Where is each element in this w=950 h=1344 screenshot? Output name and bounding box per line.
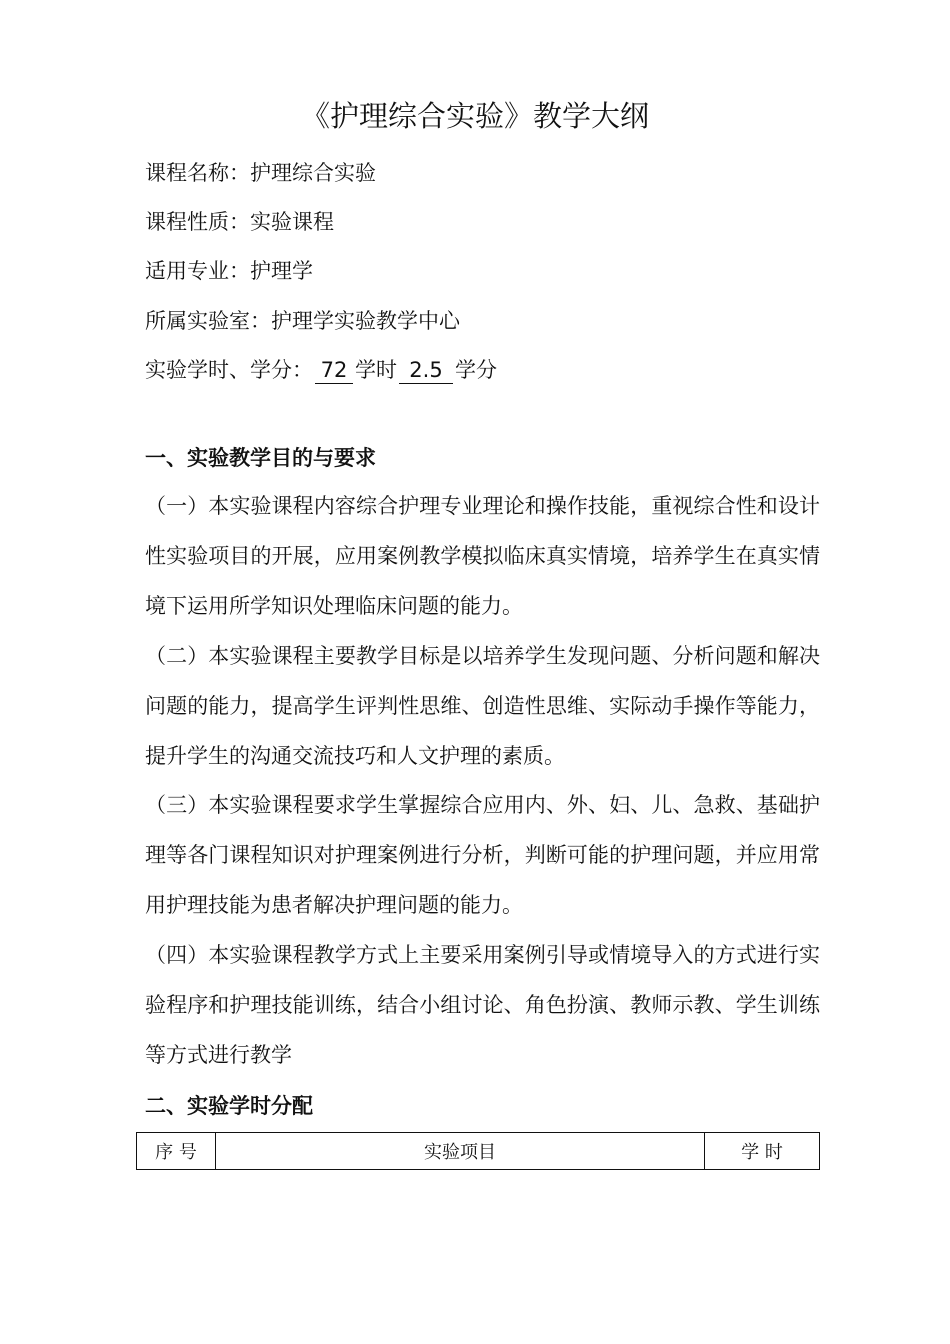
- section1-heading: 一、实验教学目的与要求: [145, 446, 376, 470]
- hours-credit-line: [145, 355, 497, 385]
- major-value: 护理学: [250, 259, 313, 283]
- course-nature-label: 课程性质：: [145, 210, 250, 234]
- course-nature-line: [145, 207, 334, 237]
- course-nature-value: 实验课程: [250, 210, 334, 234]
- lab-line: [145, 306, 460, 336]
- course-name-label: 课程名称：: [145, 161, 250, 185]
- lab-value: 护理学实验教学中心: [271, 309, 460, 333]
- document-title: 《护理综合实验》教学大纲: [300, 99, 649, 133]
- hours-allocation-table: [136, 1132, 820, 1170]
- major-line: [145, 256, 313, 286]
- lab-label: 所属实验室：: [145, 309, 271, 333]
- table-header-project: 实验项目: [216, 1133, 705, 1170]
- section1-paragraph-2: （二）本实验课程主要教学目标是以培养学生发现问题、分析问题和解决问题的能力，提高学生评判性思维、创造性思维、实际动手操作等能力，提升学生的沟通交流技巧和人文护理的素质。: [145, 644, 820, 768]
- section1-paragraph-4: （四）本实验课程教学方式上主要采用案例引导或情境导入的方式进行实验程序和护理技能训练，结合小组讨论、角色扮演、教师示教、学生训练等方式进行教学: [145, 943, 820, 1067]
- hours-unit: 学时: [355, 358, 397, 382]
- course-name-line: [145, 158, 376, 188]
- credit-unit: 学分: [455, 358, 497, 382]
- major-label: 适用专业：: [145, 259, 250, 283]
- section1-paragraph-3: （三）本实验课程要求学生掌握综合应用内、外、妇、儿、急救、基础护理等各门课程知识对护理案例进行分析，判断可能的护理问题，并应用常用护理技能为患者解决护理问题的能力。: [145, 793, 820, 917]
- course-name-value: 护理综合实验: [250, 161, 376, 185]
- credit-value: 2.5: [399, 357, 453, 384]
- table-header-hours: 学 时: [705, 1133, 820, 1170]
- section1-paragraph-1: （一）本实验课程内容综合护理专业理论和操作技能，重视综合性和设计性实验项目的开展，应用案例教学模拟临床真实情境，培养学生在真实情境下运用所学知识处理临床问题的能力。: [145, 494, 820, 618]
- table-header-row: [137, 1133, 820, 1170]
- hours-credit-label: 实验学时、学分：: [145, 358, 313, 382]
- table-header-index: 序 号: [137, 1133, 216, 1170]
- section2-heading: 二、实验学时分配: [145, 1094, 313, 1118]
- hours-value: 72: [315, 357, 353, 384]
